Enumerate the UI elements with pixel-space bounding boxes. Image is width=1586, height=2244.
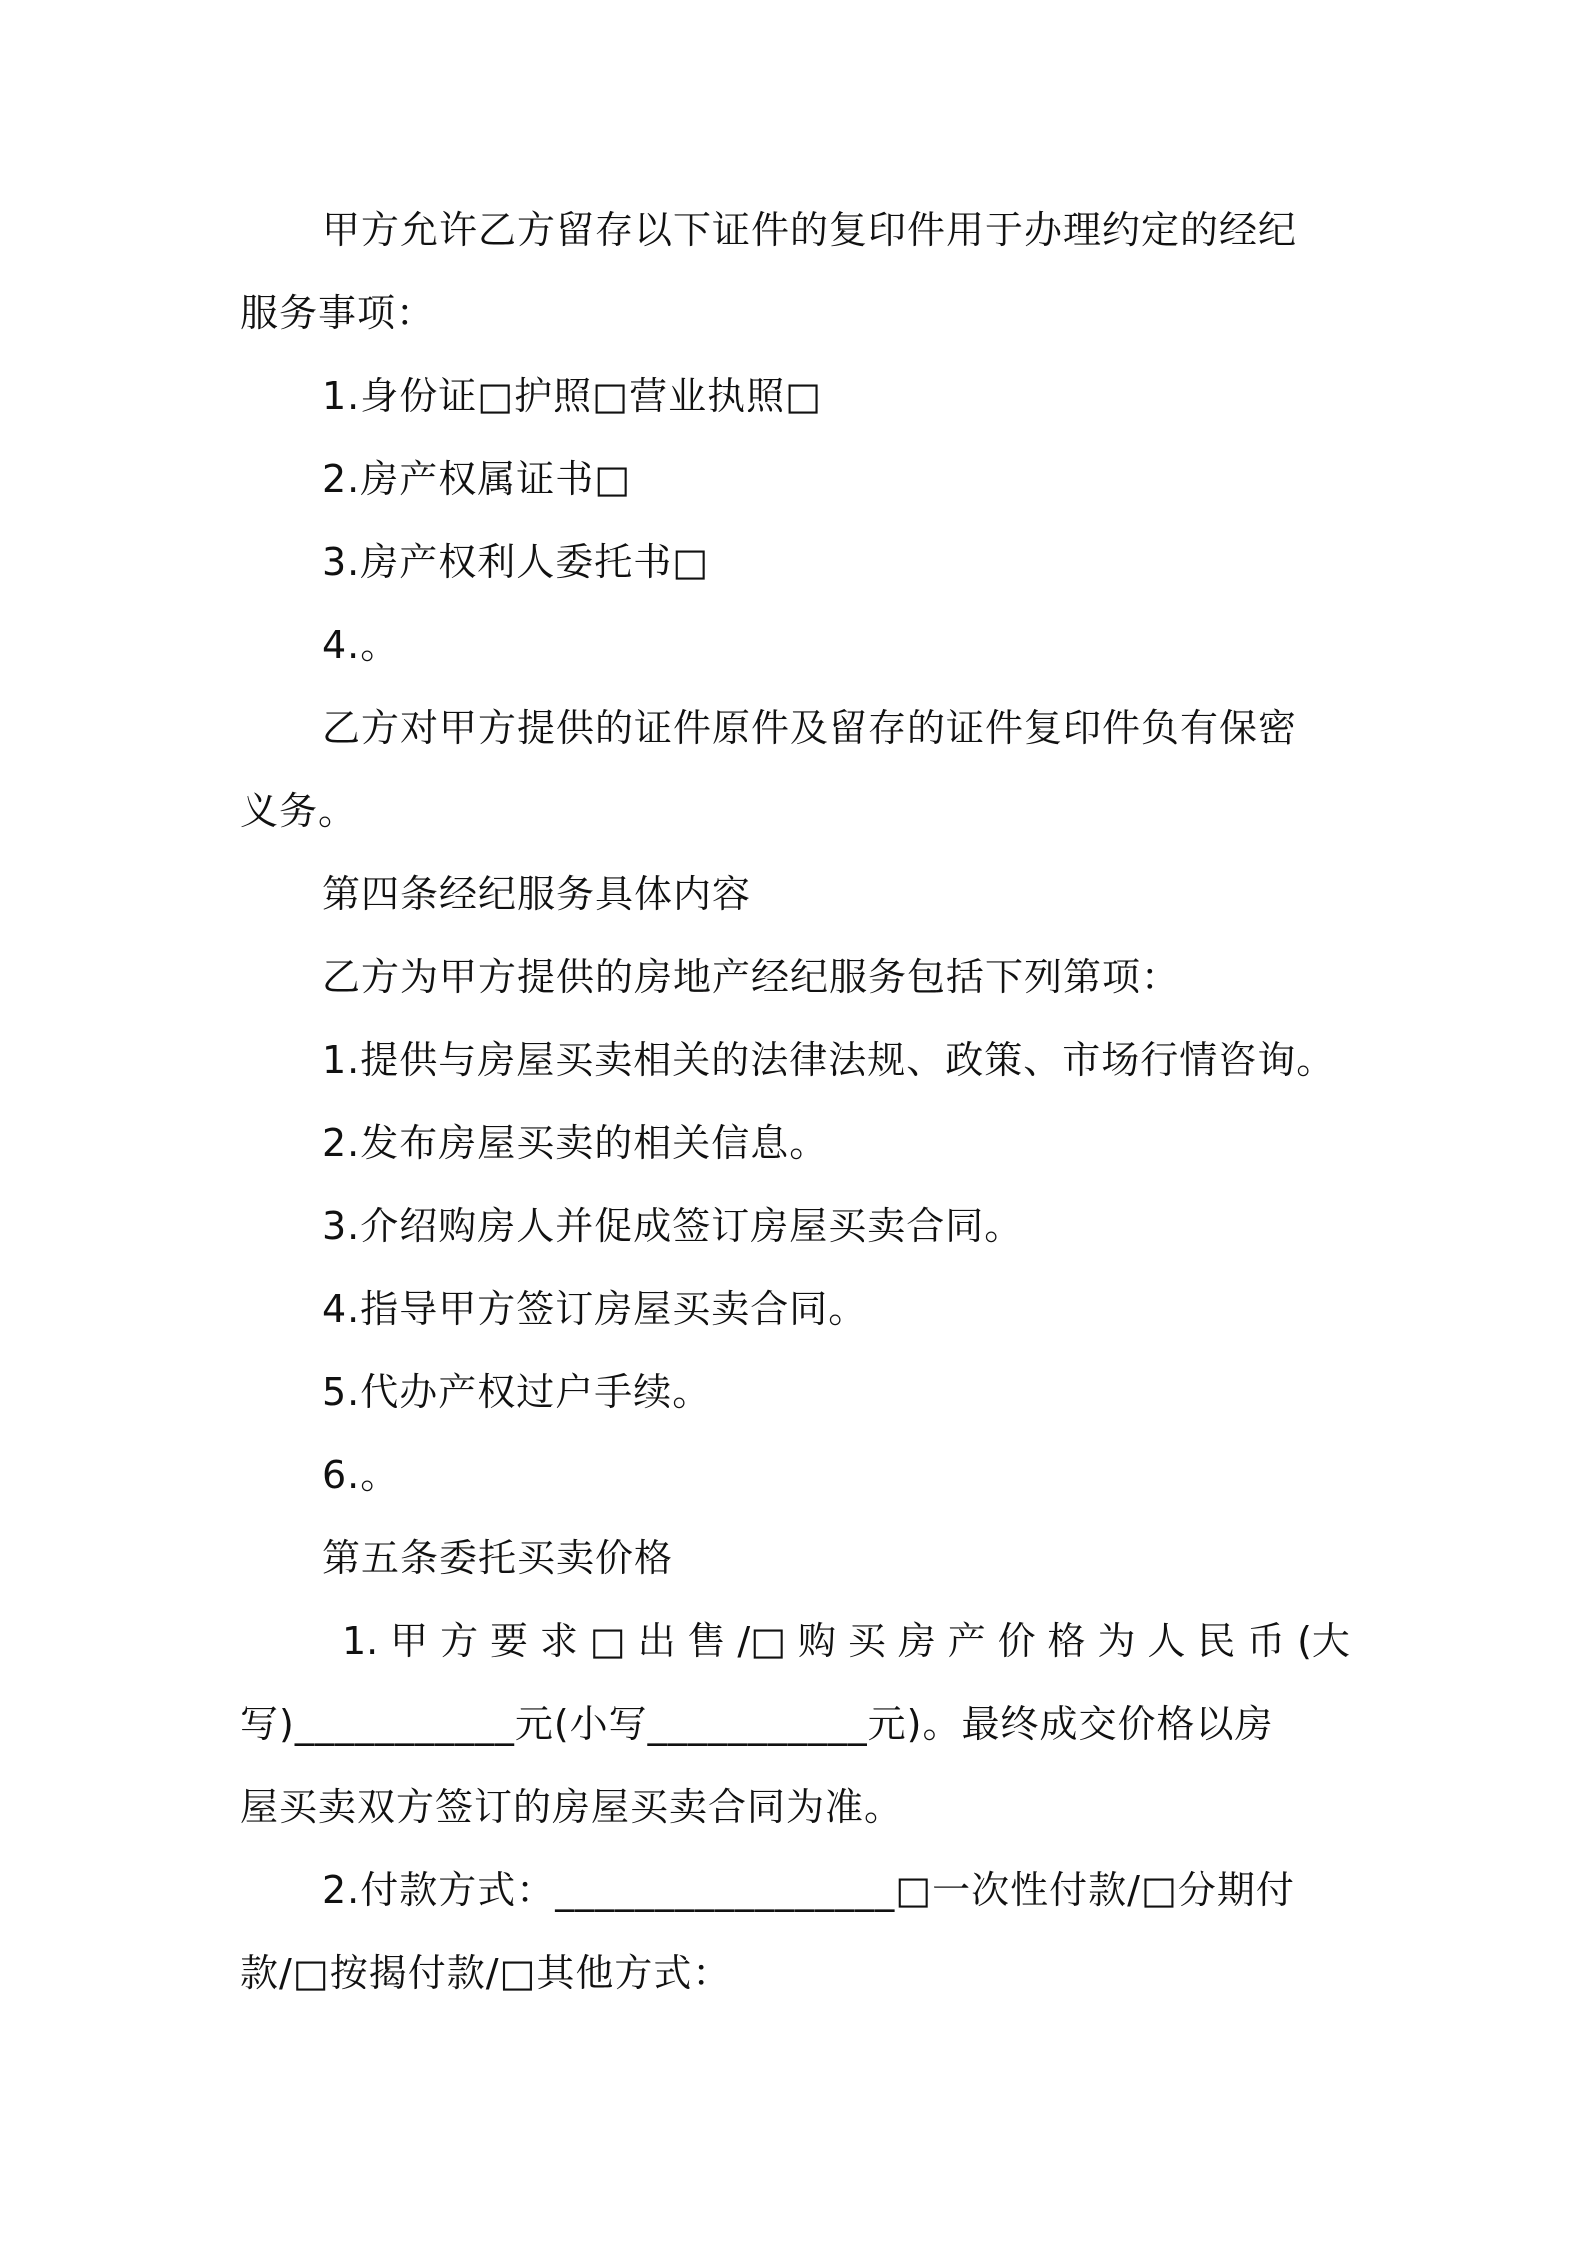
list-item: 2.房产权属证书□	[322, 457, 632, 501]
text-glyph: 出	[637, 1619, 676, 1663]
paragraph-line: 屋买卖双方签订的房屋买卖合同为准。	[240, 1785, 904, 1829]
paragraph-line: 2.付款方式：_________________□一次性付款/□分期付	[322, 1868, 1295, 1912]
text-glyph: 为	[1097, 1619, 1136, 1663]
list-item: 5.代办产权过户手续。	[322, 1370, 712, 1414]
list-item: 4.指导甲方签订房屋买卖合同。	[322, 1287, 868, 1331]
list-item: 4.。	[322, 623, 400, 667]
text-glyph: (大	[1297, 1619, 1350, 1663]
section-heading: 第四条经纪服务具体内容	[322, 872, 752, 916]
text-glyph: 买	[847, 1619, 886, 1663]
paragraph-line: 甲方允许乙方留存以下证件的复印件用于办理约定的经纪	[322, 208, 1298, 252]
text-glyph: 1.	[342, 1619, 379, 1663]
text-glyph: □	[589, 1619, 626, 1663]
list-item: 3.介绍购房人并促成签订房屋买卖合同。	[322, 1204, 1024, 1248]
text-glyph: 产	[947, 1619, 986, 1663]
text-glyph: 要	[489, 1619, 528, 1663]
section-heading: 第五条委托买卖价格	[322, 1536, 674, 1580]
paragraph-line: 义务。	[240, 789, 358, 833]
text-glyph: 房	[897, 1619, 936, 1663]
text-glyph: 方	[440, 1619, 479, 1663]
paragraph-line: 款/□按揭付款/□其他方式：	[240, 1951, 732, 1995]
text-glyph: 格	[1047, 1619, 1086, 1663]
list-item: 1.身份证□护照□营业执照□	[322, 374, 822, 418]
list-item: 2.发布房屋买卖的相关信息。	[322, 1121, 829, 1165]
paragraph-line: 写)___________元(小写___________元)。最终成交价格以房	[240, 1702, 1274, 1746]
text-glyph: 售	[687, 1619, 726, 1663]
paragraph-line: 乙方为甲方提供的房地产经纪服务包括下列第项：	[322, 955, 1181, 999]
paragraph-line: 服务事项：	[240, 291, 436, 335]
list-item: 1.提供与房屋买卖相关的法律法规、政策、市场行情咨询。	[322, 1038, 1336, 1082]
text-glyph: 币	[1247, 1619, 1286, 1663]
text-glyph: 甲	[390, 1619, 429, 1663]
text-glyph: 人	[1147, 1619, 1186, 1663]
text-glyph: 求	[539, 1619, 578, 1663]
list-item: 3.房产权利人委托书□	[322, 540, 710, 584]
text-glyph: 民	[1197, 1619, 1236, 1663]
justified-line	[342, 1616, 1350, 1666]
paragraph-line: 乙方对甲方提供的证件原件及留存的证件复印件负有保密	[322, 706, 1298, 750]
text-glyph: 价	[997, 1619, 1036, 1663]
text-glyph: 购	[798, 1619, 837, 1663]
text-glyph: /□	[737, 1619, 787, 1663]
list-item: 6.。	[322, 1453, 400, 1497]
